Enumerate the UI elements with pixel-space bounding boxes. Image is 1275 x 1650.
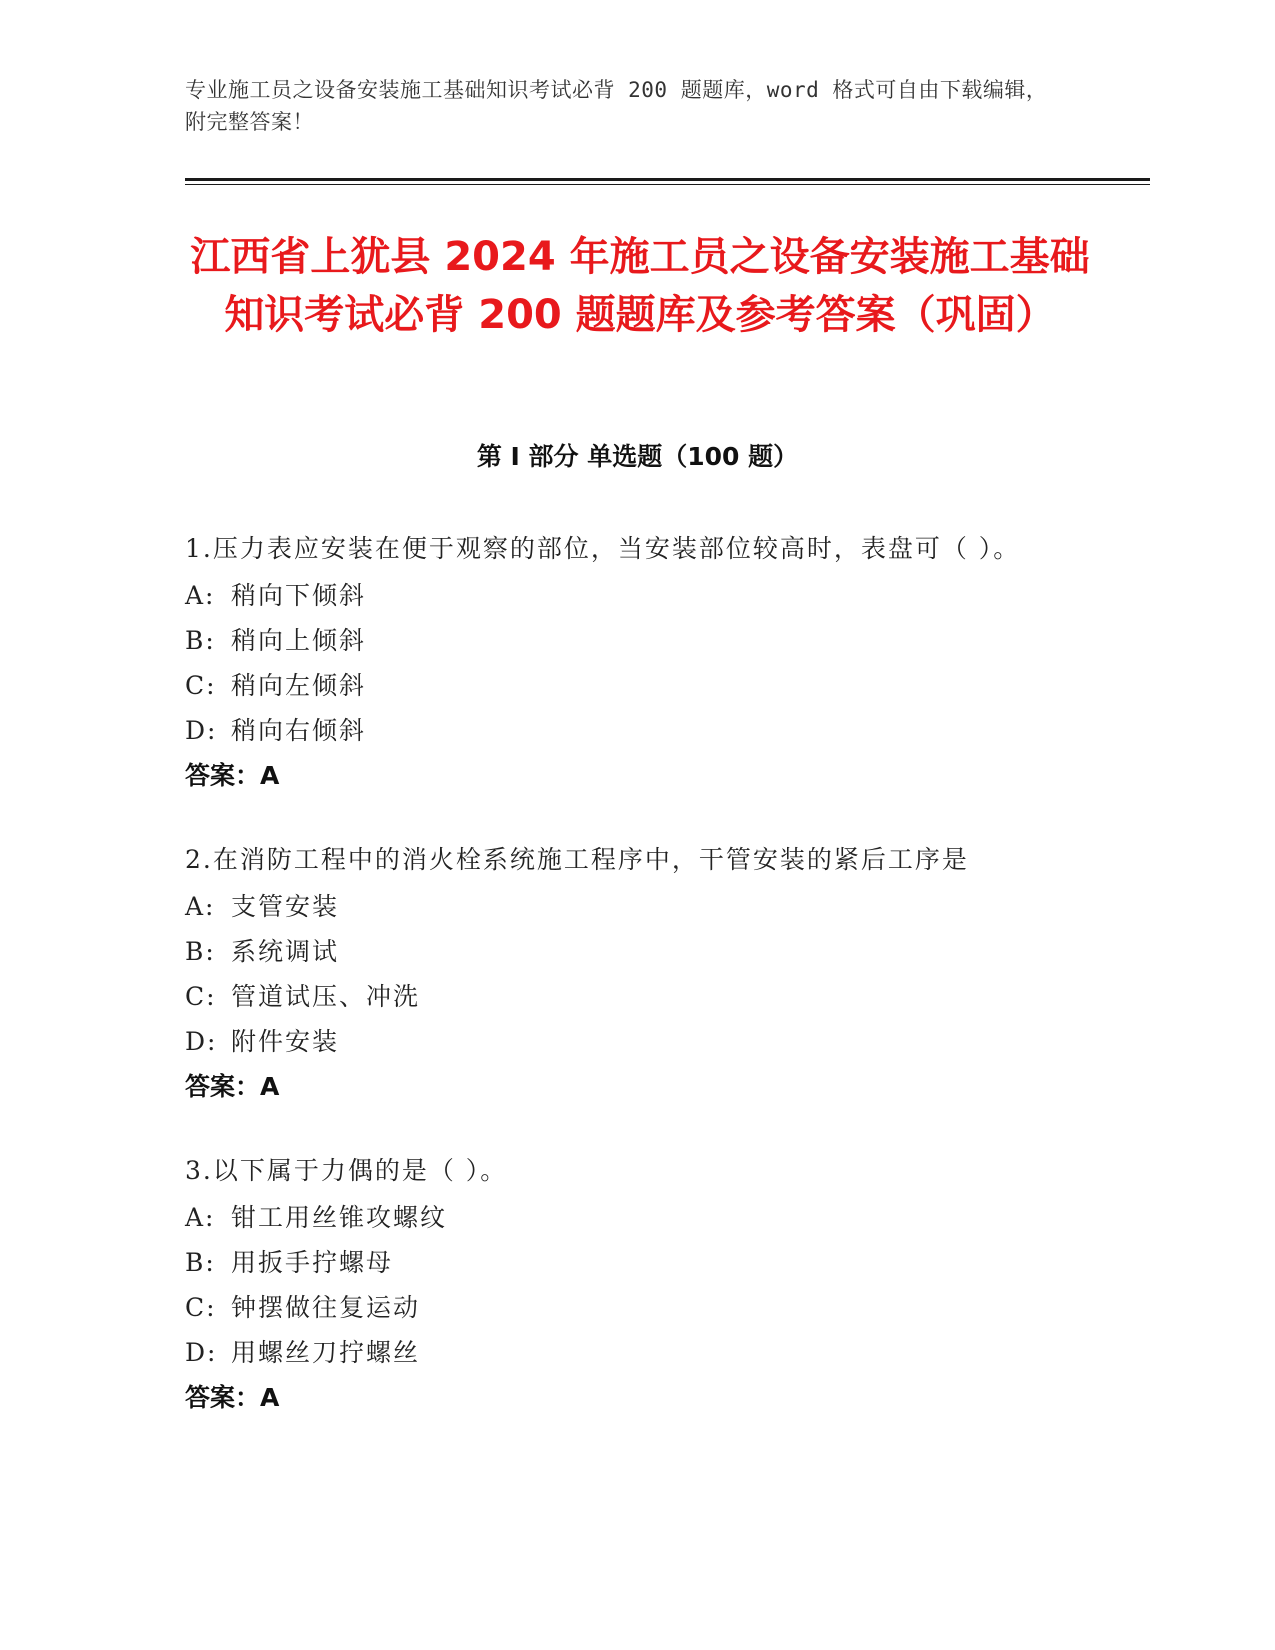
question-option: [185, 708, 1105, 753]
question-item: [185, 525, 1105, 798]
option-text: 附件安装: [231, 1027, 340, 1056]
question-stem: 2.在消防工程中的消火栓系统施工程序中，干管安装的紧后工序是: [185, 845, 969, 874]
option-letter: B:: [185, 626, 216, 655]
option-text: 钳工用丝锥攻螺纹: [231, 1203, 448, 1232]
option-text: 稍向下倾斜: [231, 581, 367, 610]
option-text: 用螺丝刀拧螺丝: [231, 1338, 421, 1367]
question-answer: 答案：A: [185, 1383, 280, 1412]
option-letter: A:: [185, 581, 216, 610]
question-list: [185, 525, 1105, 1458]
option-text: 稍向右倾斜: [231, 716, 367, 745]
option-letter: B:: [185, 1248, 216, 1277]
question-option: [185, 573, 1105, 618]
question-option: [185, 884, 1105, 929]
question-option: [185, 1285, 1105, 1330]
option-letter: D:: [185, 716, 218, 745]
section-heading: 第 I 部分 单选题（100 题）: [476, 442, 799, 471]
question-stem: 3.以下属于力偶的是（ ）。: [185, 1156, 508, 1185]
option-letter: D:: [185, 1027, 218, 1056]
question-item: [185, 1147, 1105, 1420]
option-text: 稍向上倾斜: [231, 626, 367, 655]
header-divider-thin: [185, 184, 1150, 185]
option-letter: C:: [185, 1293, 217, 1322]
option-letter: B:: [185, 937, 216, 966]
question-item: [185, 836, 1105, 1109]
option-letter: D:: [185, 1338, 218, 1367]
question-option: [185, 1240, 1105, 1285]
option-text: 管道试压、冲洗: [231, 982, 421, 1011]
option-text: 支管安装: [231, 892, 340, 921]
option-text: 用扳手拧螺母: [231, 1248, 394, 1277]
question-answer: 答案：A: [185, 761, 280, 790]
question-option: [185, 974, 1105, 1019]
document-title: 江西省上犹县 2024 年施工员之设备安装施工基础知识考试必背 200 题题库及参考答案（巩固）: [190, 234, 1090, 338]
question-option: [185, 1330, 1105, 1375]
option-letter: A:: [185, 892, 216, 921]
header-note: 专业施工员之设备安装施工基础知识考试必背 200 题题库，word 格式可自由下载编辑，附完整答案！: [185, 78, 1048, 134]
option-text: 钟摆做往复运动: [231, 1293, 421, 1322]
option-text: 稍向左倾斜: [231, 671, 367, 700]
question-option: [185, 929, 1105, 974]
question-option: [185, 1195, 1105, 1240]
option-letter: C:: [185, 671, 217, 700]
option-text: 系统调试: [231, 937, 340, 966]
question-stem: 1.压力表应安装在便于观察的部位，当安装部位较高时，表盘可（ ）。: [185, 534, 1021, 563]
question-option: [185, 663, 1105, 708]
option-letter: C:: [185, 982, 217, 1011]
question-option: [185, 618, 1105, 663]
question-answer: 答案：A: [185, 1072, 280, 1101]
question-option: [185, 1019, 1105, 1064]
header-divider-thick: [185, 178, 1150, 181]
option-letter: A:: [185, 1203, 216, 1232]
